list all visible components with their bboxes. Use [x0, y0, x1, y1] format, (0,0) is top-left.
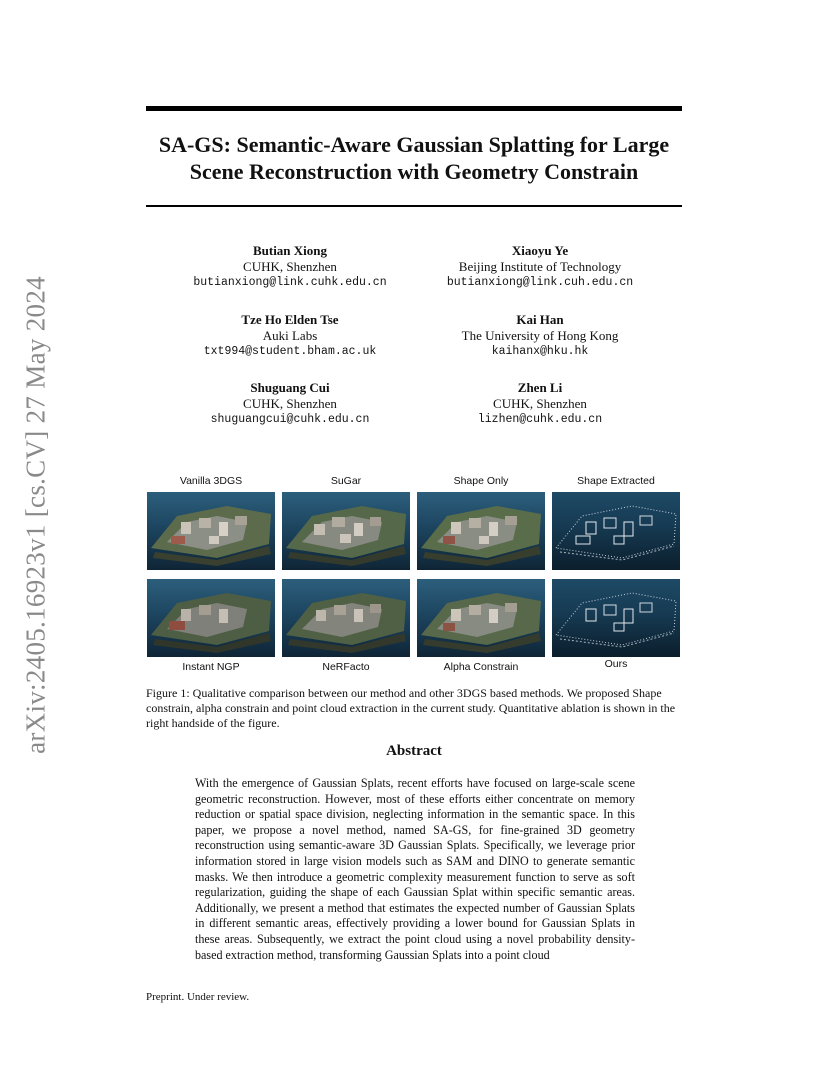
- author-email: butianxiong@link.cuhk.edu.cn: [193, 276, 387, 289]
- footer-note: Preprint. Under review.: [146, 991, 250, 1003]
- figure-label: Vanilla 3DGS: [179, 475, 243, 487]
- arxiv-stamp-text: arXiv:2405.16923v1 [cs.CV] 27 May 2024: [20, 276, 51, 754]
- author-block: [435, 380, 645, 428]
- author-name: Shuguang Cui: [250, 380, 330, 395]
- abstract-heading: Abstract: [386, 743, 442, 759]
- point-cloud-image: [552, 492, 680, 570]
- author-affiliation: The University of Hong Kong: [461, 328, 619, 343]
- author-block: [435, 312, 645, 360]
- author-block: [185, 312, 395, 360]
- author-email: lizhen@cuhk.edu.cn: [477, 413, 603, 426]
- city-render-image: [282, 492, 410, 570]
- author-email: txt994@student.bham.ac.uk: [203, 345, 377, 358]
- point-cloud-image: [552, 579, 680, 657]
- render-thumbnail: [147, 579, 275, 657]
- author-affiliation: CUHK, Shenzhen: [243, 259, 337, 274]
- author-name: Kai Han: [516, 312, 564, 327]
- author-affiliation: CUHK, Shenzhen: [243, 396, 337, 411]
- render-thumbnail: [417, 492, 545, 570]
- render-thumbnail: [552, 579, 680, 657]
- city-render-image: [282, 579, 410, 657]
- render-thumbnail: [417, 579, 545, 657]
- author-block: [185, 243, 395, 291]
- author-affiliation: CUHK, Shenzhen: [493, 396, 587, 411]
- author-email: butianxiong@link.cuh.edu.cn: [446, 276, 634, 289]
- title-top-rule: [146, 106, 682, 111]
- author-block: [185, 380, 395, 428]
- figure-label: NeRFacto: [322, 661, 370, 673]
- city-render-image: [147, 492, 275, 570]
- author-affiliation: Beijing Institute of Technology: [458, 259, 622, 274]
- author-name: Zhen Li: [517, 380, 563, 395]
- author-name: Xiaoyu Ye: [511, 243, 569, 258]
- paper-title: SA-GS: Semantic-Aware Gaussian Splatting for Large Scene Reconstruction with Geometry Constrain: [158, 132, 670, 184]
- abstract-text: With the emergence of Gaussian Splats, recent efforts have focused on large-scale scene geometric reconstruction. However, most of these efforts either concentrate on memory reduction or spatial space division, neglecting information in the semantic space. In this paper, we propose a novel method, named SA-GS, for fine-grained 3D geometry reconstruction using semantic-aware 3D Gaussian Splats. Specifically, we leverage prior information stored in large vision models such as SAM and DINO to generate semantic masks. We then introduce a geometric complexity measurement function to serve as soft regularization, guiding the shape of each Gaussian Splat within specific semantic areas. Additionally, we present a method that estimates the expected number of Gaussian Splats in different semantic areas, effectively providing a lower bound for Gaussian Splats in these areas. Subsequently, we extract the point cloud using a novel probability density-based extraction method, transforming Gaussian Splats into a point cloud: [195, 776, 635, 962]
- figure-caption: Figure 1: Qualitative comparison between our method and other 3DGS based methods. We proposed Shape constrain, alpha constrain and point cloud extraction in the current study. Quantitative ablation is shown in the right handside of the figure.: [146, 686, 676, 730]
- author-email: shuguangcui@cuhk.edu.cn: [210, 413, 370, 426]
- figure-label: Shape Extracted: [577, 475, 655, 487]
- figure-label: SuGar: [330, 475, 362, 487]
- render-thumbnail: [282, 492, 410, 570]
- author-block: [435, 243, 645, 291]
- title-bottom-rule: [146, 205, 682, 207]
- city-render-image: [417, 579, 545, 657]
- author-email: kaihanx@hku.hk: [491, 345, 589, 358]
- author-affiliation: Auki Labs: [262, 328, 318, 343]
- city-render-image: [147, 579, 275, 657]
- author-name: Butian Xiong: [252, 243, 328, 258]
- render-thumbnail: [282, 579, 410, 657]
- figure-label: Shape Only: [453, 475, 509, 487]
- figure-label: Instant NGP: [182, 661, 240, 673]
- figure-label: Ours: [604, 658, 628, 670]
- render-thumbnail: [552, 492, 680, 570]
- figure-label: Alpha Constrain: [443, 661, 519, 673]
- render-thumbnail: [147, 492, 275, 570]
- city-render-image: [417, 492, 545, 570]
- author-name: Tze Ho Elden Tse: [241, 312, 339, 327]
